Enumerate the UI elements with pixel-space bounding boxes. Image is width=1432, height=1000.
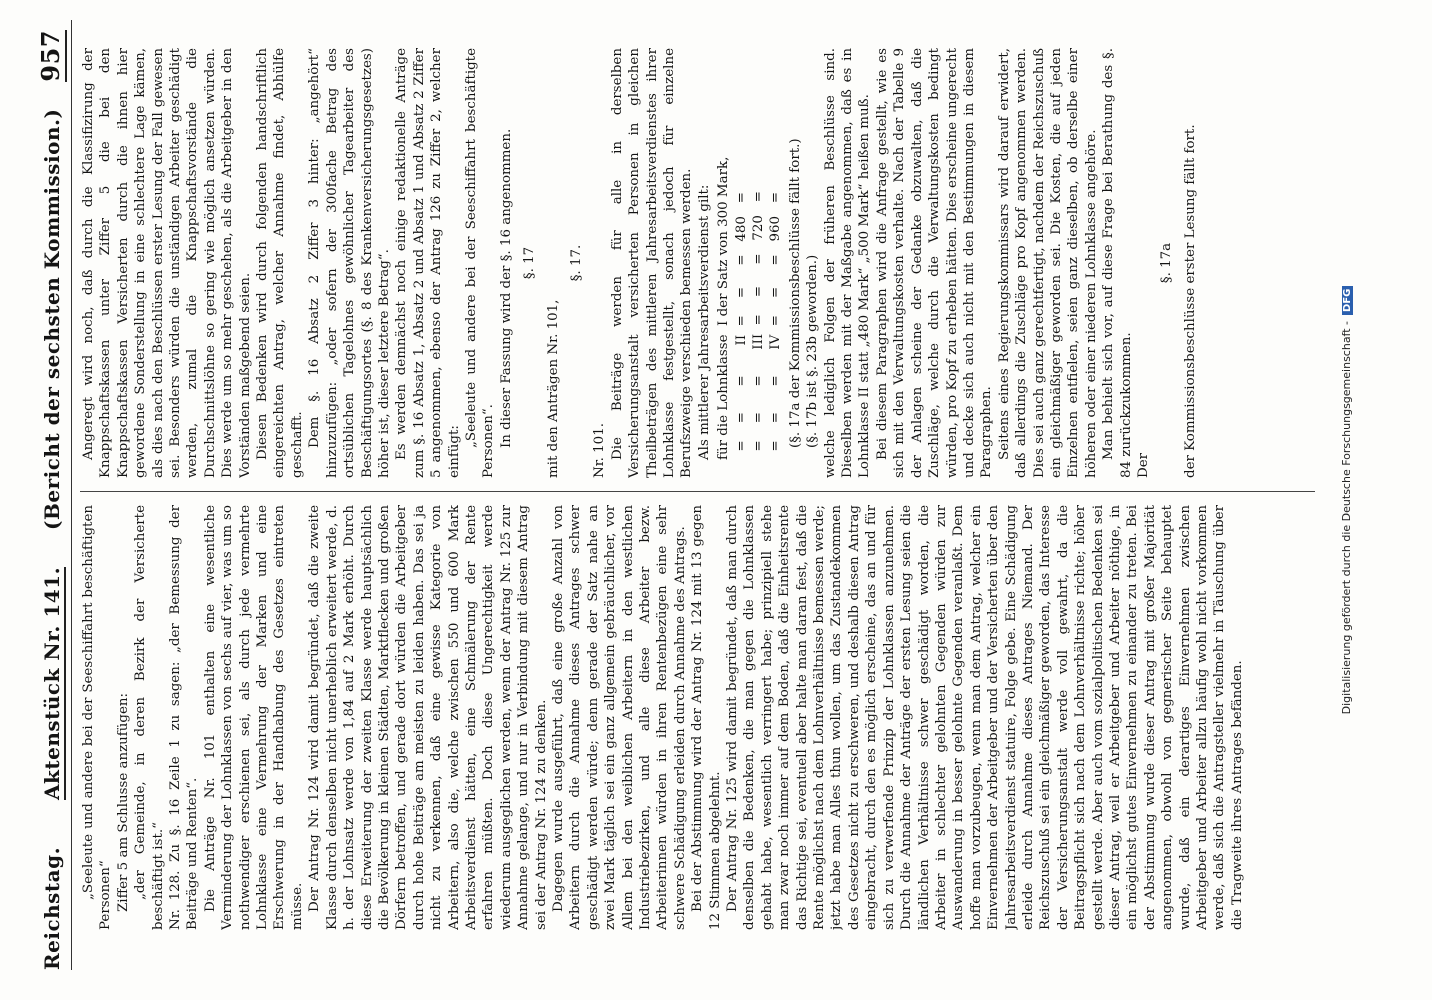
paragraph: „Seeleute und andere bei der Seeschiffahrt beschäftigte Personen“. [463, 48, 497, 478]
left-column [80, 505, 1315, 930]
paragraph: Dem §. 16 Absatz 2 Ziffer 3 hinter: „angehört“ hinzuzufügen: „oder sofern der 300fache Betrag des ortsüblichen Tagelohnes gewöhnlicher Tagearbeiter des Beschäftigungsortes (§. 8 des Krankenversicherungsgesetzes) höher ist, dieser letztere Betrag“. [307, 48, 392, 478]
paragraph: mit den Anträgen Nr. 101, [545, 299, 561, 478]
section-heading: §. 17a [1159, 242, 1175, 284]
paragraph: Als mittlerer Jahresarbeitsverdienst gilt: [696, 184, 712, 460]
paragraph: (§. 17a der Kommissionsbeschlüsse fällt fort.) [787, 138, 803, 448]
paragraph: Bei der Abstimmung wird der Antrag Nr. 124 mit 13 gegen 12 Stimmen abgelehnt. [690, 505, 723, 930]
paragraph: Bei diesem Paragraphen wird die Anfrage gestellt, wie es sich mit den Verwaltungskosten verhalte. Nach der Tabelle 9 der Anlagen scheine der Gedanke obzuwalten, daß die Zuschläge, welche durch die Verwaltungskosten bedingt würden, pro Kopf zu erheben hätten. Dies erscheine ungerecht und decke sich auch nicht mit den Bestimmungen in diesem Paragraphen. [874, 48, 995, 478]
paragraph: Der Antrag Nr. 124 wird damit begründet, daß die zweite Klasse durch denselben nicht unerheblich erweitert werde, d. h. der Lohnsatz werde von 1,84 auf 2 Mark erhöht. Durch diese Erweiterung der zweiten Klasse werde hauptsächlich die Bevölkerung in kleinen Städten, Marktflecken und großen Dörfern betroffen, und gerade dort würden die Arbeitgeber durch hohe Beiträge am meisten zu leiden haben. Das sei ja nicht zu verkennen, daß eine gewisse Kategorie von Arbeitern, also die, welche zwischen 550 und 600 Mark Arbeitsverdienst hätten, eine Schmälerung der Rente erfahren müßten. Doch diese Ungerechtigkeit werde wiederum ausgeglichen werden, wenn der Antrag Nr. 125 zur Annahme gelange, und nur in Verbindung mit diesem Antrag sei der Antrag Nr. 124 zu denken. [307, 505, 549, 930]
paragraph: Dagegen wurde ausgeführt, daß eine große Anzahl von Arbeitern durch die Annahme dieses Antrages schwer geschädigt werden würde; denn gerade der Satz nahe an zwei Mark täglich sei ein ganz allgemein gebräuchlicher, vor Allem bei den weiblichen Arbeitern in den westlichen Industriebezirken, und alle diese Arbeiter bezw. Arbeiterinnen würden in ihren Rentenbezügen eine sehr schwere Schädigung erleiden durch Annahme des Antrags. [550, 505, 688, 930]
section-heading: §. 17 [522, 246, 538, 280]
paragraph: Seitens eines Regierungskommissars wird darauf erwidert, daß allerdings die Zuschläge pro Kopf angenommen werden. Dies sei auch ganz gerechtfertigt, nachdem der Reichszuschuß ein gleichmäßiger geworden sei. Die Kosten, die auf jeden Einzelnen entfielen, seien ganz dieselben, ob derselbe einer höheren oder einer niederen Lohnklasse angehöre. [996, 48, 1099, 478]
header-aktenstueck: Aktenstück Nr. 141. [40, 566, 64, 800]
column-rule [80, 491, 1315, 492]
proposal-number: Nr. 101. [592, 423, 608, 478]
paragraph: Man behielt sich vor, auf diese Frage bei Berathung des §. 84 zurückzukommen. [1101, 48, 1134, 478]
paragraph: Die Beiträge werden für alle in derselben Versicherungsanstalt versicherten Personen in gleichen Theilbeträgen des mittleren Jahresarbeitsverdienstes ihrer Lohnklasse festgestellt, sonach jedoch für einzelne Berufszweige verschieden bemessen werden. [609, 48, 695, 478]
paragraph: „der Gemeinde, in deren Bezirk der Versicherte beschäftigt ist.“ [133, 505, 166, 930]
table-row: = = = IV = = = 960 = [768, 191, 784, 460]
table-row: = = = III = = = 720 = [751, 191, 767, 460]
paragraph: „Seeleute und andere bei der Seeschiffahrt beschäftigten Personen“ [81, 505, 114, 930]
page-header [34, 20, 68, 970]
paragraph: Ziffer 5 am Schlusse anzufügen: [115, 692, 131, 912]
wage-class-table [715, 48, 785, 460]
section-heading: §. 17. [568, 244, 584, 282]
table-row: für die Lohnklasse I der Satz von 300 Mark, [716, 156, 732, 460]
header-subtitle: (Bericht der sechsten Kommission.) [40, 108, 64, 530]
header-reichstag: Reichstag. [40, 846, 64, 970]
credit-text: Digitalisierung gefördert durch die Deutsche Forschungsgemeinschaft - [1340, 320, 1353, 715]
paragraph: In dieser Fassung wird der §. 16 angenommen. [498, 128, 514, 448]
digitization-credit [1340, 0, 1353, 1000]
paragraph: Die Anträge Nr. 101 enthalten eine wesentliche Verminderung der Lohnklassen von sechs auf vier, was um so nothwendiger erschienen sei, als durch jede vermehrte Lohnklasse eine Vermehrung der Marken und eine Erschwerung in der Handhabung des Gesetzes eintreten müsse. [202, 505, 305, 930]
paragraph: Der [1135, 452, 1151, 478]
paragraph: (§. 17b ist §. 23b geworden.) [805, 254, 821, 448]
page-number: 957 [36, 30, 65, 82]
table-row: = = = II = = = 480 = [733, 192, 749, 460]
paragraph: Nr. 128. Zu §. 16 Zeile 1 zu sagen: „der Bemessung der Beiträge und Renten“. [168, 505, 201, 930]
paragraph: Es werden demnächst noch einige redaktionelle Anträge zum §. 16 Absatz 1, Absatz 2 und Absatz 1 und Absatz 2 Ziffer 5 angenommen, ebenso der Antrag 126 zu Ziffer 2, welcher einfügt: [394, 48, 462, 478]
paragraph: der Kommissionsbeschlüsse erster Lesung fällt fort. [1182, 124, 1198, 478]
header-rule [71, 20, 72, 970]
right-column [80, 48, 1315, 478]
paragraph: Diesen Bedenken wird durch folgenden handschriftlich eingereichten Antrag, welcher Annahme findet, Abhülfe geschafft. [255, 48, 305, 478]
paragraph: Angeregt wird noch, daß durch die Klassifizirung der Knappschaftskassen unter Ziffer 5 die bei den Knappschaftskassen Versicherten durch die ihnen hier gewordene Sonderstellung in eine schlechtere Lage kämen, als dies nach den Beschlüssen erster Lesung der Fall gewesen sei. Besonders würden die unständigen Arbeiter geschädigt werden, zumal die Knappschaftsvorstände die Durchschnittslöhne so gering wie möglich ansetzen würden. Dies werde um so mehr geschehen, als die Arbeitgeber in den Vorständen maßgebend seien. [81, 48, 253, 478]
paragraph: welche lediglich Folgen der früheren Beschlüsse sind. Dieselben werden mit der Maßgabe angenommen, daß es in Lohnklasse II statt „480 Mark“ „500 Mark“ heißen muß. [822, 48, 873, 478]
paragraph: Der Antrag Nr. 125 wird damit begründet, daß man durch denselben die Bedenken, die man gegen die Lohnklassen gehabt habe, wesentlich verringert habe; prinzipiell stehe man zwar noch immer auf dem Boden, daß die Einheitsrente das Richtige sei, eventuell aber halte man daran fest, daß die Rente möglichst nach dem Lohnverhältnisse bemessen werde; jetzt habe man Alles thun wollen, um das Zustandekommen des Gesetzes nicht zu erschweren, und deshalb diesen Antrag eingebracht, durch den es möglich erscheine, das an und für sich zu verwerfende Prinzip der Lohnklassen anzunehmen. Durch die Annahme der Anträge der ersten Lesung seien die ländlichen Verhältnisse schwer geschädigt worden, die Arbeiter in schlechter gelohnten Gegenden würden zur Auswanderung in besser gelohnte Gegenden veranlaßt. Dem hoffe man vorzubeugen, wenn man dem Antrag, welcher ein Einvernehmen der Arbeitgeber und der Versicherten über den Jahresarbeitsverdienst statuire, Folge gebe. Eine Schädigung erleide durch Annahme dieses Antrages Niemand. Der Reichszuschuß sei ein gleichmäßiger geworden, das Interesse der Versicherungsanstalt werde voll gewahrt, da die Beitragspflicht sich nach dem Lohnverhältnisse richte; höher gestellt werde. Aber auch vom sozialpolitischen Bedenken sei dieser Antrag, weil er Arbeitgeber und Arbeiter nöthige, in ein möglichst gutes Einvernehmen zu einander zu treten. Bei der Abstimmung wurde dieser Antrag mit großer Majorität angenommen, obwohl von gegnerischer Seite behauptet wurde, daß ein derartiges Einvernehmen zwischen Arbeitgeber und Arbeiter allzu häufig wohl nicht vorkommen werde, daß sich die Antragsteller vielmehr in Täuschung über die Tragweite ihres Antrages befänden. [725, 505, 1245, 930]
dfg-logo: DFG [1342, 286, 1353, 315]
